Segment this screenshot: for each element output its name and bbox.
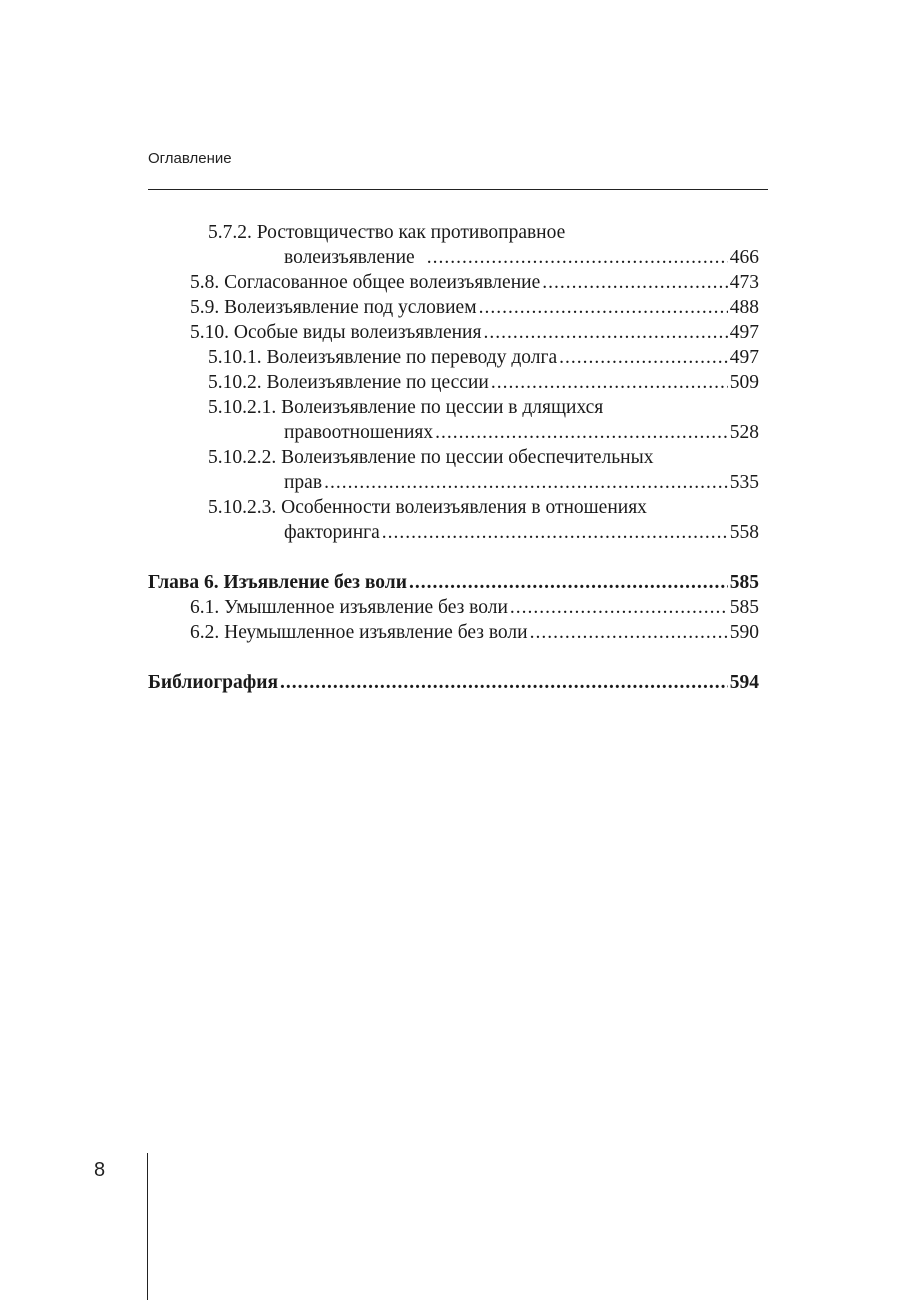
toc-entry-title: 5.8. Согласованное общее волеизъявление — [190, 272, 541, 293]
toc-leader-dots — [510, 595, 728, 620]
toc-entry-title: 5.10.2.3. Особенности волеизъявления в отношениях — [208, 497, 647, 518]
toc-leader-dots — [542, 270, 728, 295]
toc-entry-title: 5.9. Волеизъявление под условием — [190, 297, 477, 318]
toc-leader-dots — [409, 570, 728, 595]
toc-entry-5-10-2-2-line-2 — [148, 470, 759, 495]
toc-entry-page: 473 — [729, 272, 759, 293]
toc-entry-title: 5.10.2.2. Волеизъявление по цессии обеспечительных — [208, 447, 654, 468]
toc-spacer — [148, 645, 759, 670]
toc-entry-title: 5.10.2.1. Волеизъявление по цессии в длящихся — [208, 397, 604, 418]
toc-entry-title: 5.10. Особые виды волеизъявления — [190, 322, 482, 343]
toc-entry-5-10 — [148, 320, 759, 345]
header-rule — [148, 189, 768, 190]
toc-entry-5-10-2-3-line-2 — [148, 520, 759, 545]
toc-entry-bibliography — [148, 670, 759, 695]
toc-entry-page: 585 — [729, 597, 759, 618]
toc-leader-dots — [427, 245, 728, 270]
toc-entry-title: 5.7.2. Ростовщичество как противоправное — [208, 222, 566, 243]
toc-leader-dots — [483, 320, 727, 345]
toc-leader-dots — [280, 670, 728, 695]
toc-leader-dots — [382, 520, 728, 545]
page-number-rule — [147, 1153, 148, 1300]
toc-entry-5-8 — [148, 270, 759, 295]
toc-entry-5-7-2-line-2 — [148, 245, 759, 270]
toc-leader-dots — [479, 295, 728, 320]
page-number: 8 — [94, 1159, 106, 1181]
toc-leader-dots — [324, 470, 728, 495]
running-header-title: Оглавление — [148, 150, 232, 167]
toc-entry-page: 535 — [729, 472, 759, 493]
toc-entry-title: факторинга — [284, 522, 380, 543]
toc-entry-page: 497 — [729, 347, 759, 368]
toc-leader-dots — [491, 370, 728, 395]
toc-entry-title: правоотношениях — [284, 422, 434, 443]
toc-entry-page: 528 — [729, 422, 759, 443]
toc-entry-page: 466 — [729, 247, 759, 268]
toc-entry-5-10-1 — [148, 345, 759, 370]
toc-entry-5-10-2-1-line-1 — [148, 395, 759, 420]
toc-spacer — [148, 545, 759, 570]
toc-entry-5-10-2 — [148, 370, 759, 395]
toc-entry-page: 594 — [729, 672, 759, 693]
toc-entry-6-2 — [148, 620, 759, 645]
toc-entry-title: прав — [284, 472, 323, 493]
toc-entry-page: 585 — [729, 572, 759, 593]
table-of-contents — [148, 220, 759, 695]
toc-entry-5-10-2-3-line-1 — [148, 495, 759, 520]
toc-entry-5-10-2-2-line-1 — [148, 445, 759, 470]
toc-entry-5-9 — [148, 295, 759, 320]
toc-entry-title: волеизъявление — [284, 247, 415, 268]
toc-entry-page: 488 — [729, 297, 759, 318]
toc-entry-6-1 — [148, 595, 759, 620]
toc-leader-dots — [435, 420, 728, 445]
toc-entry-title: 6.2. Неумышленное изъявление без воли — [190, 622, 528, 643]
toc-entry-title: Библиография — [148, 672, 279, 693]
toc-entry-title: 5.10.1. Волеизъявление по переводу долга — [208, 347, 558, 368]
toc-entry-title: 5.10.2. Волеизъявление по цессии — [208, 372, 489, 393]
toc-entry-5-7-2-line-1 — [148, 220, 759, 245]
toc-leader-dots — [530, 620, 728, 645]
toc-entry-chapter-6 — [148, 570, 759, 595]
toc-entry-title: Глава 6. Изъявление без воли — [148, 572, 407, 593]
toc-entry-page: 590 — [729, 622, 759, 643]
toc-entry-title: 6.1. Умышленное изъявление без воли — [190, 597, 508, 618]
toc-entry-page: 497 — [729, 322, 759, 343]
toc-entry-page: 558 — [729, 522, 759, 543]
toc-entry-5-10-2-1-line-2 — [148, 420, 759, 445]
toc-leader-dots — [559, 345, 728, 370]
toc-entry-page: 509 — [729, 372, 759, 393]
